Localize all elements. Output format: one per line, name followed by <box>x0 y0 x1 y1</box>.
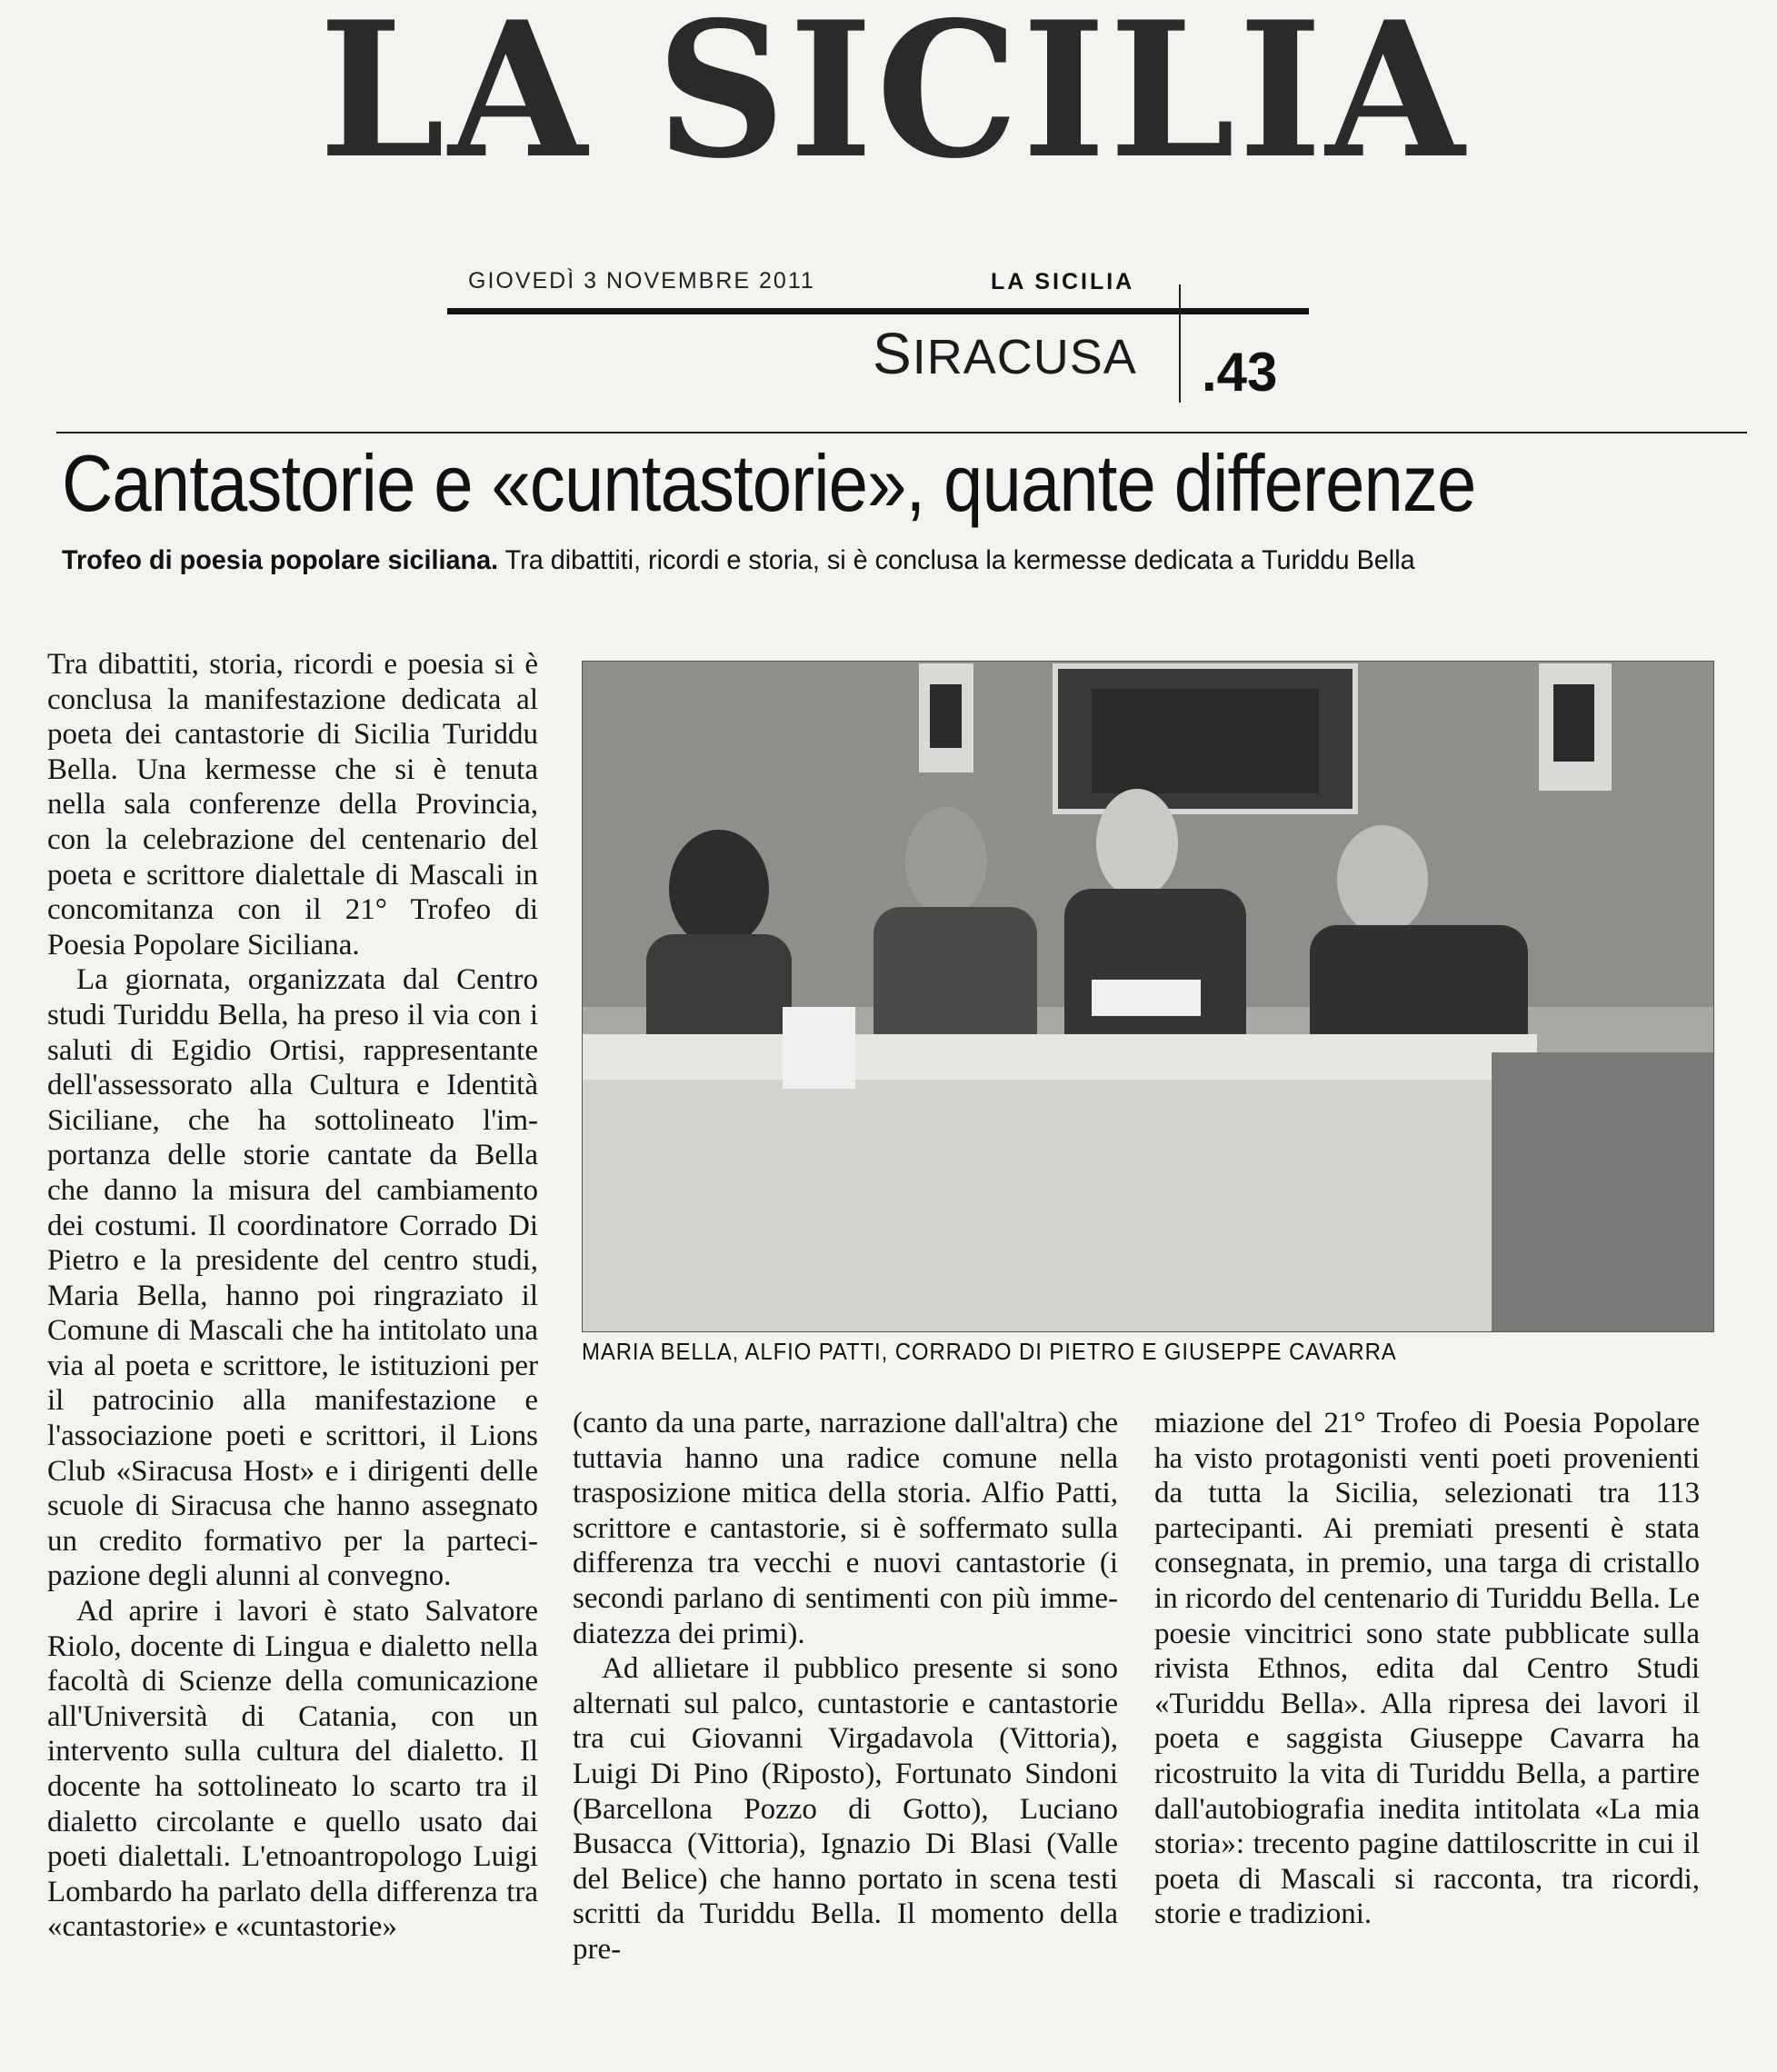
article-kicker: Trofeo di poesia popolare siciliana. <box>62 545 499 575</box>
section-rest: IRACUSA <box>912 330 1137 384</box>
article-column-2 <box>573 1406 1118 1967</box>
article-subhead <box>62 545 1702 576</box>
article-column-1 <box>47 647 538 1945</box>
photo-scene <box>583 662 1713 1331</box>
article-subhead-text: Tra dibattiti, ricordi e storia, si è conclusa la kermesse dedicata a Turiddu Bella <box>498 545 1415 575</box>
masthead-logo: LA SICILIA <box>319 0 1468 200</box>
page-number: .43 <box>1202 342 1278 403</box>
headline-rule <box>56 432 1747 433</box>
paragraph: Ad aprire i lavori è stato Salvatore Riolo, docente di Lingua e dialetto nella facoltà di Scienze della comunicazione all'Università di Catania, con un intervento sulla cultura del dialetto. Il docente ha sottolineato lo scarto tra il dialetto circolante e quello usato dai poeti dialettali. L'etnoantropologo Luigi Lombardo ha parlato della differenza tra «cantastorie» e «cuntastorie» <box>47 1595 538 1944</box>
paragraph: (canto da una parte, narrazione dall'altra) che tuttavia hanno una radice comune nella trasposizione mitica della storia. Alfio Patti, scrittore e cantastorie, si è soffermato sulla differenza tra vecchi e nuovi cantastorie (i secondi parlano di sentimenti con più immediatezza dei primi). <box>573 1407 1118 1650</box>
paragraph: La giornata, organizzata dal Centro studi Turiddu Bella, ha preso il via con i saluti di Egidio Ortisi, rappresentante dell'assessorato alla Cultura e Identità Siciliane, che ha sottolineato l'importanza delle storie cantate da Bella che danno la misura del cambiamento dei costumi. Il coordinatore Corrado Di Pietro e la presidente del centro studi, Maria Bella, hanno poi ringraziato il Comune di Mascali che ha intitolato una via al poeta e scrittore, le istituzioni per il patrocinio alla manifestazione e l'associazione poeti e scrittori, il Lions Club «Siracusa Host» e i dirigenti delle scuole di Siracusa che hanno assegnato un credito formativo per la partecipazione degli alunni al convegno. <box>47 963 538 1593</box>
paragraph: Tra dibattiti, storia, ricordi e poesia si è conclusa la manifestazione dedicata al poeta dei cantastorie di Sicilia Turiddu Bella. Una kermesse che si è tenuta nella sala conferenze della Provincia, con la celebrazione del centenario del poeta e scrittore dialettale di Mascali in concomitanza con il 21° Trofeo di Poesia Popolare Siciliana. <box>47 648 538 961</box>
article-headline: Cantastorie e «cuntastorie», quante differenze <box>62 438 1476 528</box>
article-column-3 <box>1154 1406 1700 1932</box>
paper-name: LA SICILIA <box>991 269 1135 294</box>
section-title <box>873 320 1137 387</box>
section-divider <box>1179 284 1181 403</box>
section-initial: S <box>873 321 913 386</box>
date-line: GIOVEDÌ 3 NOVEMBRE 2011 <box>468 268 815 294</box>
paragraph: miazione del 21° Trofeo di Poesia Popolare ha visto protagonisti venti poeti provenienti da tutta la Sicilia, selezionati tra 113 partecipanti. Ai premiati presenti è stata consegnata, in premio, una targa di cristallo in ricordo del centenario di Turiddu Bella. Le poesie vincitrici sono state pubblicate sulla rivista Ethnos, edita dal Centro Studi «Turiddu Bella». Alla ripresa dei lavori il poeta e saggista Giuseppe Cavarra ha ricostruito la vita di Turiddu Bella, a partire dall'autobiografia inedita intitolata «La mia storia»: trecento pagine dattiloscritte in cui il poeta di Mascali si racconta, tra ricordi, storie e tradizioni. <box>1154 1407 1700 1931</box>
article-photo <box>582 661 1714 1332</box>
photo-caption: MARIA BELLA, ALFIO PATTI, CORRADO DI PIETRO E GIUSEPPE CAVARRA <box>582 1338 1397 1365</box>
paragraph: Ad allietare il pubblico presente si sono alternati sul palco, cuntastorie e cantastorie tra cui Giovanni Virgadavola (Vittoria), Luigi Di Pino (Riposto), Fortunato Sindoni (Barcellona Pozzo di Gotto), Luciano Busacca (Vittoria), Ignazio Di Blasi (Valle del Belice) che hanno portato in scena testi scritti da Turiddu Bella. Il momento della pre- <box>573 1652 1118 1966</box>
